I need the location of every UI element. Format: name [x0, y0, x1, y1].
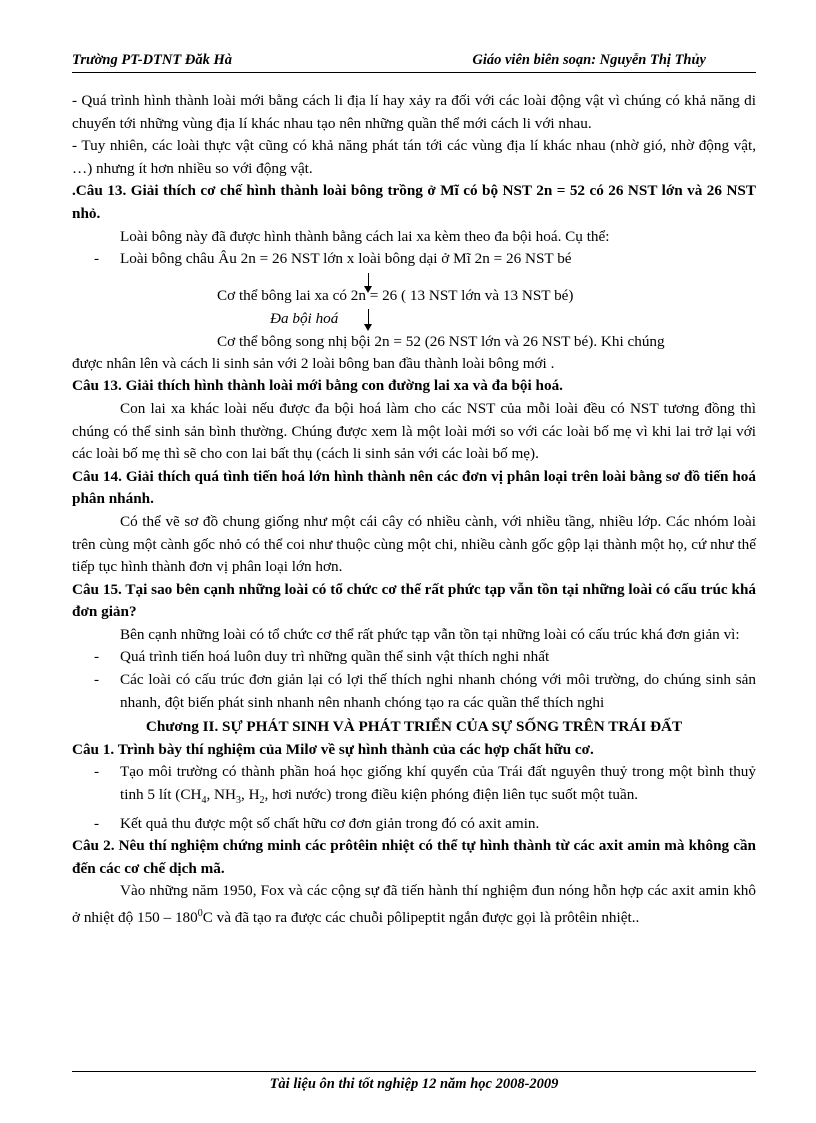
list-item — [72, 761, 756, 812]
bullet-icon: - — [94, 763, 100, 781]
paragraph: - Quá trình hình thành loài mới bằng cách li địa lí hay xảy ra đối với các loài động vật vì chúng có khả năng di chuyển tới những vùng địa lí khác nhau tạo nên những quần thể mới cách li với nhau. — [72, 92, 756, 132]
list-item-text: Tạo môi trường có thành phần hoá học giống khí quyển của Trái đất nguyên thuỷ trong một bình thuỷ tinh 5 lít ($CH_4$, $NH_3$, $H_2$, hơi nước) trong điều kiện phóng điện liên tục suốt một tuần. — [120, 763, 756, 807]
question-heading: Câu 14. Giải thích quá tình tiến hoá lớn hình thành nên các đơn vị phân loại trên loài bằng sơ đồ tiến hoá phân nhánh. — [72, 467, 756, 508]
document-page — [72, 0, 756, 1123]
list-item — [72, 669, 756, 714]
question-heading: Câu 2. Nêu thí nghiệm chứng minh các prôtêin nhiệt có thể tự hình thành từ các axit amin mà không cần đến các cơ chế dịch mã. — [72, 837, 756, 877]
bullet-icon: - — [94, 671, 100, 689]
chapter-title: Chương II. SỰ PHÁT SINH VÀ PHÁT TRIỂN CỦA SỰ SỐNG TRÊN TRÁI ĐẤT — [145, 718, 683, 736]
question-heading: Câu 13. Giải thích hình thành loài mới bằng con đường lai xa và đa bội hoá. — [72, 377, 563, 395]
page-footer — [72, 1071, 756, 1092]
header-school: Trường PT-DTNT Đăk Hà — [72, 52, 232, 68]
polyploid-line: Cơ thể bông song nhị bội 2n = 52 (26 NST lớn và 26 NST bé). Khi chúng — [217, 332, 665, 350]
paragraph: Con lai xa khác loài nếu được đa bội hoá làm cho các NST của mỗi loài đều có NST tương đồng thì chúng có thể sinh sản bình thường. Chúng được xem là một loài mới so với các loài bố mẹ vì khi lai trở lại với các loài bố mẹ thì sẽ cho con lai bất thụ (cách li sinh sản với các loài bố mẹ). — [72, 399, 756, 463]
list-item-text: Các loài có cấu trúc đơn giản lại có lợi thế thích nghi nhanh chóng với môi trường, do chúng sinh sản nhanh, đột biến phát sinh nhanh nên nhanh chóng tạo ra các quần thể thích nghi — [120, 671, 756, 711]
paragraph: Loài bông này đã được hình thành bằng cách lai xa kèm theo đa bội hoá. Cụ thể: — [120, 227, 610, 245]
paragraph: Bên cạnh những loài có tổ chức cơ thể rất phức tạp vẫn tồn tại những loài có cấu trúc khá đơn giản vì: — [120, 625, 740, 643]
list-item-text: Kết quả thu được một số chất hữu cơ đơn giản trong đó có axit amin. — [120, 814, 540, 832]
question-heading: Câu 1. Trình bày thí nghiệm của Milơ về sự hình thành của các hợp chất hữu cơ. — [72, 740, 594, 758]
header-teacher: Giáo viên biên soạn: Nguyễn Thị Thủy — [472, 52, 706, 68]
bullet-icon: - — [94, 250, 100, 268]
footer-text: Tài liệu ôn thi tốt nghiệp 12 năm học 2008-2009 — [269, 1076, 559, 1092]
crossing-diagram — [72, 271, 756, 367]
paragraph: - Tuy nhiên, các loài thực vật cũng có khả năng phát tán tới các vùng địa lí khác nhau (nhờ gió, nhờ động vật, …) nhưng ít hơn nhiều so với động vật. — [72, 137, 756, 177]
list-item-text: Quá trình tiến hoá luôn duy trì những quần thể sinh vật thích nghi nhất — [120, 648, 550, 666]
page-header — [72, 50, 756, 73]
paragraph: được nhân lên và cách li sinh sản với 2 loài bông ban đầu thành loài bông mới . — [72, 354, 555, 372]
list-item — [72, 646, 756, 669]
question-heading: Câu 15. Tại sao bên cạnh những loài có tổ chức cơ thể rất phức tạp vẫn tồn tại những loài có cấu trúc khá đơn giản? — [72, 580, 756, 621]
list-item — [72, 248, 756, 271]
list-item — [72, 813, 756, 836]
hybrid-line: Cơ thể bông lai xa có 2n = 26 ( 13 NST lớn và 13 NST bé) — [217, 286, 574, 304]
arrowhead-icon — [364, 324, 372, 331]
arrow-down-icon — [368, 309, 369, 325]
bullet-icon: - — [94, 814, 100, 832]
page-body — [72, 90, 756, 930]
polyploid-label: Đa bội hoá — [270, 309, 339, 327]
paragraph: Có thể vẽ sơ đồ chung giống như một cái cây có nhiều cành, với nhiều tầng, nhiều lớp. Các nhóm loài trên cùng một cành gốc nhỏ có thể coi như thuộc cùng một chi, nhiều cành gốc gộp lại thành một họ, cứ như thế tiếp tục hình thành đơn vị phân loại lớn hơn. — [72, 512, 756, 576]
paragraph: Vào những năm 1950, Fox và các cộng sự đã tiến hành thí nghiệm đun nóng hỗn hợp các axit amin khô ở nhiệt độ $150 - 180^0C$ và đã tạo ra được các chuỗi pôlipeptit ngắn được gọi là prôtêin nhiệt.. — [72, 882, 756, 927]
question-heading: .Câu 13. Giải thích cơ chế hình thành loài bông trồng ở Mĩ có bộ NST 2n = 52 có 26 NST lớn và 26 NST nhỏ. — [72, 182, 756, 222]
bullet-icon: - — [94, 648, 100, 666]
list-item-text: Loài bông châu Âu 2n = 26 NST lớn x loài bông dại ở Mĩ 2n = 26 NST bé — [120, 250, 572, 268]
